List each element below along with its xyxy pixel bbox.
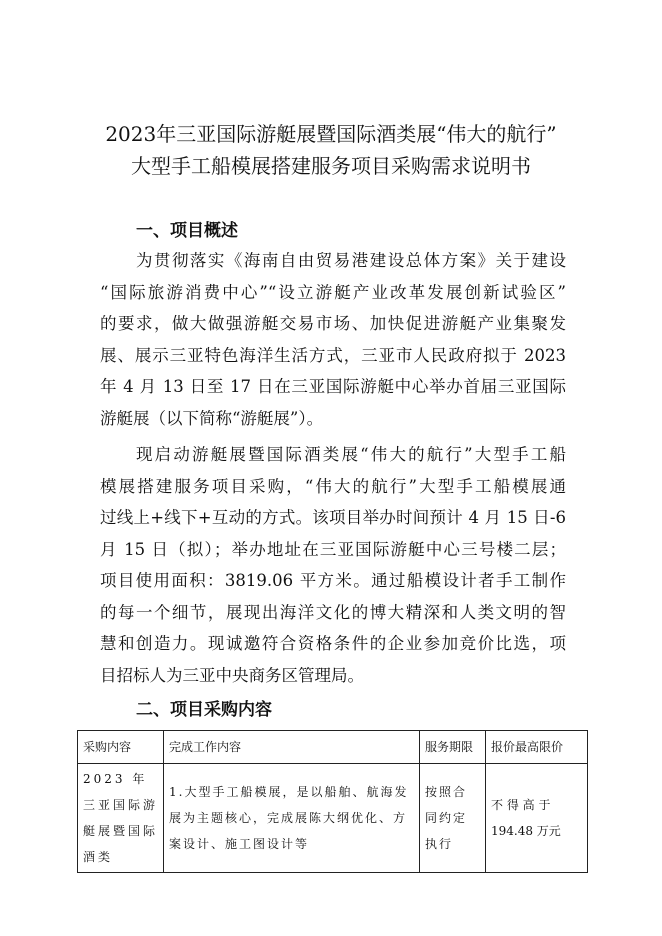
paragraph-line: 的要求，做大做强游艇交易市场、加快促进游艇产业集聚发 bbox=[100, 314, 566, 333]
section1-heading: 一、项目概述 bbox=[136, 221, 238, 241]
title-line-1: 2023年三亚国际游艇展暨国际酒类展“伟大的航行” bbox=[105, 122, 557, 146]
procurement-table bbox=[77, 730, 588, 873]
paragraph-line: 现启动游艇展暨国际酒类展“伟大的航行”大型手工船 bbox=[136, 445, 566, 464]
paragraph-line: “国际旅游消费中心”“设立游艇产业改革发展创新试验区” bbox=[100, 282, 566, 302]
header-cell: 采购内容 bbox=[78, 731, 164, 764]
title-line-2: 大型手工船模展搭建服务项目采购需求说明书 bbox=[131, 154, 531, 178]
section2-heading: 二、项目采购内容 bbox=[136, 700, 272, 720]
paragraph-line: 慧和创造力。现诚邀符合资格条件的企业参加竞价比选，项 bbox=[100, 634, 566, 653]
table-cell: 不 得 高 于 194.48 万元 bbox=[486, 764, 588, 873]
header-cell: 完成工作内容 bbox=[164, 731, 420, 764]
header-cell: 报价最高限价 bbox=[486, 731, 588, 764]
paragraph-line: 项目使用面积：3819.06 平方米。通过船模设计者手工制作 bbox=[100, 571, 566, 590]
paragraph-line: 的每一个细节，展现出海洋文化的博大精深和人类文明的智 bbox=[100, 602, 566, 622]
table-row bbox=[78, 764, 588, 873]
table-cell: 按照合同约定执行 bbox=[420, 764, 486, 873]
table-cell: 2023 年三亚国际游艇展暨国际酒类 bbox=[78, 764, 164, 873]
paragraph-line: 展、展示三亚特色海洋生活方式，三亚市人民政府拟于 2023 bbox=[100, 345, 566, 365]
paragraph-line: 月 15 日（拟）；举办地址在三亚国际游艇中心三号楼二层； bbox=[100, 539, 566, 559]
paragraph-line: 目招标人为三亚中央商务区管理局。 bbox=[100, 665, 364, 685]
paragraph-line: 游艇展（以下简称“游艇展”）。 bbox=[100, 408, 324, 428]
paragraph-line: 年 4 月 13 日至 17 日在三亚国际游艇中心举办首届三亚国际 bbox=[100, 377, 566, 396]
header-cell: 服务期限 bbox=[420, 731, 486, 764]
table-cell: 1.大型手工船模展，是以船舶、航海发展为主题核心，完成展陈大纲优化、方案设计、施工图设计等 bbox=[164, 764, 420, 873]
table-header-row bbox=[78, 731, 588, 764]
paragraph-line: 过线上+线下+互动的方式。该项目举办时间预计 4 月 15 日-6 bbox=[100, 508, 566, 527]
paragraph-line: 模展搭建服务项目采购，“伟大的航行”大型手工船模展通 bbox=[100, 476, 566, 496]
paragraph-line: 为贯彻落实《海南自由贸易港建设总体方案》关于建设 bbox=[136, 251, 566, 270]
